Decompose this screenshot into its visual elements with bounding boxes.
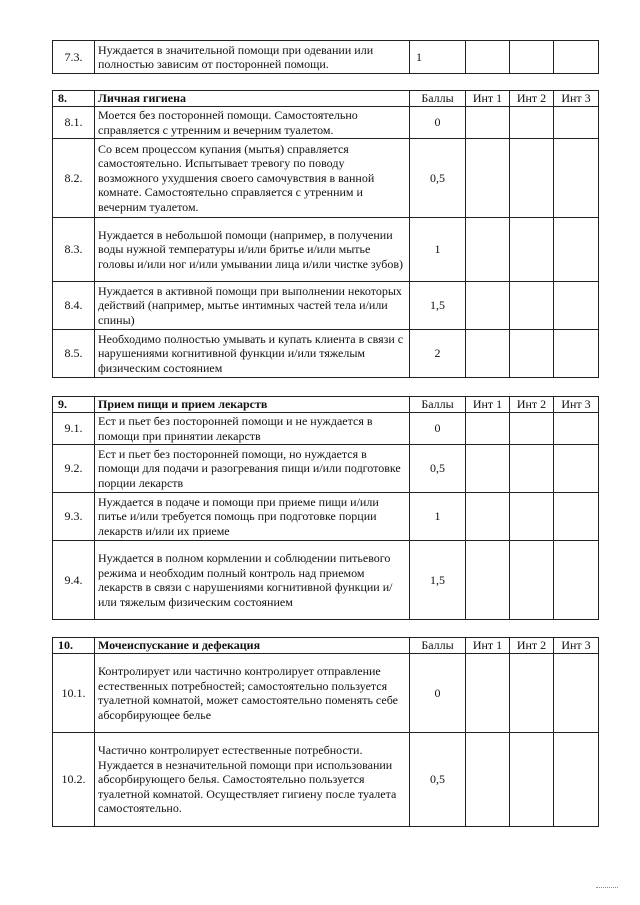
row-int1 — [466, 107, 510, 139]
row-description: Моется без посторонней помощи. Самостоятельно справляется с утренним и вечерним туалетом. — [95, 107, 410, 139]
row-int2 — [510, 541, 554, 620]
table-row — [53, 330, 599, 378]
table-row — [53, 493, 599, 541]
row-int2 — [510, 282, 554, 330]
section-9-table — [52, 396, 599, 620]
table-row — [53, 282, 599, 330]
row-score: 2 — [410, 330, 466, 378]
row-description: Нуждается в подаче и помощи при приеме пищи и/или питье и/или требуется помощь при подготовке порции лекарств и/или их приеме — [95, 493, 410, 541]
row-int3 — [554, 218, 599, 282]
row-score: 1 — [410, 41, 466, 74]
header-score: Баллы — [410, 91, 466, 107]
section-title: Личная гигиена — [95, 91, 410, 107]
table-row — [53, 413, 599, 445]
row-int1 — [466, 445, 510, 493]
row-int1 — [466, 330, 510, 378]
row-number: 9.2. — [53, 445, 95, 493]
row-description: Частично контролирует естественные потребности. Нуждается в незначительной помощи при использовании абсорбирующего белья. Самостоятельно пользуется туалетной комнатой. Осуществляет гигиену после туалета самостоятельно. — [95, 733, 410, 827]
row-int3 — [554, 493, 599, 541]
table-row — [53, 41, 599, 74]
section-number: 9. — [53, 397, 95, 413]
row-int1 — [466, 282, 510, 330]
table-item-7-3 — [52, 40, 599, 74]
table-row — [53, 139, 599, 218]
row-int1 — [466, 654, 510, 733]
header-int3: Инт 3 — [554, 91, 599, 107]
row-int1 — [466, 139, 510, 218]
row-number: 7.3. — [53, 41, 95, 74]
row-score: 1,5 — [410, 282, 466, 330]
row-number: 9.4. — [53, 541, 95, 620]
row-score: 0 — [410, 654, 466, 733]
row-int1 — [466, 541, 510, 620]
row-number: 8.5. — [53, 330, 95, 378]
table-row — [53, 445, 599, 493]
section-title: Прием пищи и прием лекарств — [95, 397, 410, 413]
row-int2 — [510, 445, 554, 493]
row-int3 — [554, 139, 599, 218]
row-description: Нуждается в небольшой помощи (например, в получении воды нужной температуры и/или бритье и/или мытье головы и/или ног и/или умывании лица и/или чистке зубов) — [95, 218, 410, 282]
row-score: 0 — [410, 107, 466, 139]
row-description: Нуждается в полном кормлении и соблюдении питьевого режима и необходим полный контроль над приемом лекарств в связи с нарушениями когнитивной функции и/или тяжелым физическим состоянием — [95, 541, 410, 620]
section-10-table — [52, 637, 599, 827]
table-row — [53, 541, 599, 620]
row-int1 — [466, 218, 510, 282]
row-int2 — [510, 330, 554, 378]
row-int2 — [510, 107, 554, 139]
row-score: 1 — [410, 493, 466, 541]
header-score: Баллы — [410, 397, 466, 413]
page-corner-mark — [596, 887, 618, 888]
row-number: 8.2. — [53, 139, 95, 218]
row-score: 0,5 — [410, 139, 466, 218]
row-int2 — [510, 733, 554, 827]
row-number: 9.3. — [53, 493, 95, 541]
row-score: 1 — [410, 218, 466, 282]
section-number: 8. — [53, 91, 95, 107]
header-int2: Инт 2 — [510, 638, 554, 654]
row-score: 0 — [410, 413, 466, 445]
row-description: Нуждается в значительной помощи при одевании или полностью зависим от посторонней помощи. — [95, 41, 410, 74]
row-description: Ест и пьет без посторонней помощи, но нуждается в помощи для подачи и разогревания пищи и/или подготовке порции лекарств — [95, 445, 410, 493]
row-int3 — [554, 41, 599, 74]
section-header — [53, 397, 599, 413]
row-number: 8.3. — [53, 218, 95, 282]
row-int3 — [554, 107, 599, 139]
header-int2: Инт 2 — [510, 91, 554, 107]
table-row — [53, 218, 599, 282]
row-int3 — [554, 541, 599, 620]
row-int3 — [554, 733, 599, 827]
row-number: 8.1. — [53, 107, 95, 139]
row-int1 — [466, 41, 510, 74]
section-title: Мочеиспускание и дефекация — [95, 638, 410, 654]
row-int3 — [554, 654, 599, 733]
row-description: Контролирует или частично контролирует отправление естественных потребностей; самостоятельно пользуется туалетной комнатой, может самостоятельно поменять себе абсорбирующее белье — [95, 654, 410, 733]
row-int3 — [554, 330, 599, 378]
row-int2 — [510, 218, 554, 282]
row-int2 — [510, 139, 554, 218]
row-int2 — [510, 654, 554, 733]
section-8-table — [52, 90, 599, 378]
row-number: 9.1. — [53, 413, 95, 445]
row-number: 8.4. — [53, 282, 95, 330]
row-int3 — [554, 413, 599, 445]
header-int1: Инт 1 — [466, 397, 510, 413]
header-int3: Инт 3 — [554, 638, 599, 654]
row-score: 1,5 — [410, 541, 466, 620]
row-description: Нуждается в активной помощи при выполнении некоторых действий (например, мытье интимных частей тела и/или спины) — [95, 282, 410, 330]
row-description: Со всем процессом купания (мытья) справляется самостоятельно. Испытывает тревогу по поводу возможного ухудшения своего самочувствия в ванной комнате. Самостоятельно справляется с утренним и вечерним туалетом. — [95, 139, 410, 218]
row-score: 0,5 — [410, 445, 466, 493]
row-int1 — [466, 413, 510, 445]
row-number: 10.2. — [53, 733, 95, 827]
row-description: Необходимо полностью умывать и купать клиента в связи с нарушениями когнитивной функции и/или тяжелым физическим состоянием — [95, 330, 410, 378]
row-int2 — [510, 41, 554, 74]
row-int3 — [554, 445, 599, 493]
row-int3 — [554, 282, 599, 330]
header-int2: Инт 2 — [510, 397, 554, 413]
table-row — [53, 107, 599, 139]
table-row — [53, 733, 599, 827]
table-row — [53, 654, 599, 733]
row-int2 — [510, 413, 554, 445]
row-description: Ест и пьет без посторонней помощи и не нуждается в помощи при принятии лекарств — [95, 413, 410, 445]
row-int2 — [510, 493, 554, 541]
row-score: 0,5 — [410, 733, 466, 827]
section-header — [53, 638, 599, 654]
row-number: 10.1. — [53, 654, 95, 733]
header-int1: Инт 1 — [466, 91, 510, 107]
section-header — [53, 91, 599, 107]
header-int1: Инт 1 — [466, 638, 510, 654]
header-int3: Инт 3 — [554, 397, 599, 413]
row-int1 — [466, 733, 510, 827]
row-int1 — [466, 493, 510, 541]
header-score: Баллы — [410, 638, 466, 654]
section-number: 10. — [53, 638, 95, 654]
